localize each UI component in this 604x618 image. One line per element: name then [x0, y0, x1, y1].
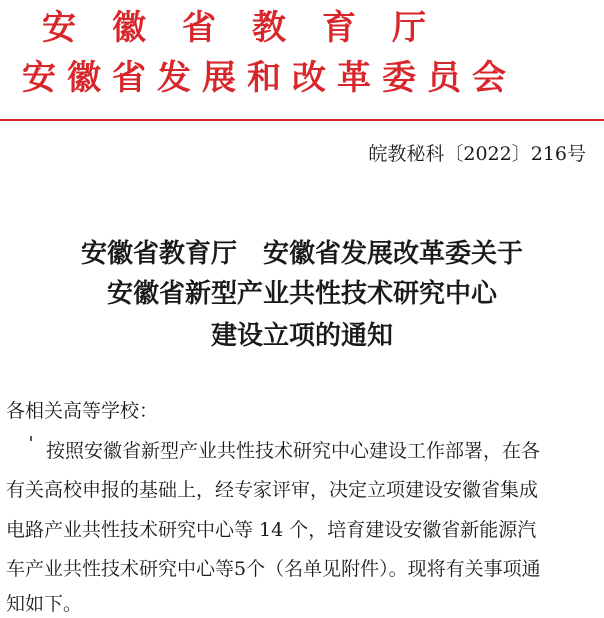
issuer-name-education-dept: 安徽省教育厅	[42, 8, 462, 48]
body-paragraph-line: 按照安徽省新型产业共性技术研究中心建设工作部署，在各	[46, 440, 541, 462]
body-paragraph-line: 车产业共性技术研究中心等5个（名单见附件）。现将有关事项通	[6, 558, 541, 580]
document-title-line-3: 建设立项的通知	[210, 321, 393, 351]
body-paragraph-line: 知如下。	[6, 593, 83, 615]
document-title-line-2: 安徽省新型产业共性技术研究中心	[106, 279, 497, 309]
issuer-name-development-reform-commission: 安徽省发展和改革委员会	[22, 58, 517, 98]
salutation: 各相关高等学校：	[6, 400, 159, 422]
document-title-line-1: 安徽省教育厅 安徽省发展改革委关于	[80, 239, 523, 269]
letterhead-red-rule	[0, 119, 604, 121]
document-number: 皖教秘科〔2022〕216号	[368, 143, 586, 165]
scan-speck-mark	[30, 436, 32, 441]
body-paragraph-line: 有关高校申报的基础上，经专家评审，决定立项建设安徽省集成	[6, 479, 539, 501]
body-paragraph-line: 电路产业共性技术研究中心等 14 个，培育建设安徽省新能源汽	[6, 519, 537, 541]
